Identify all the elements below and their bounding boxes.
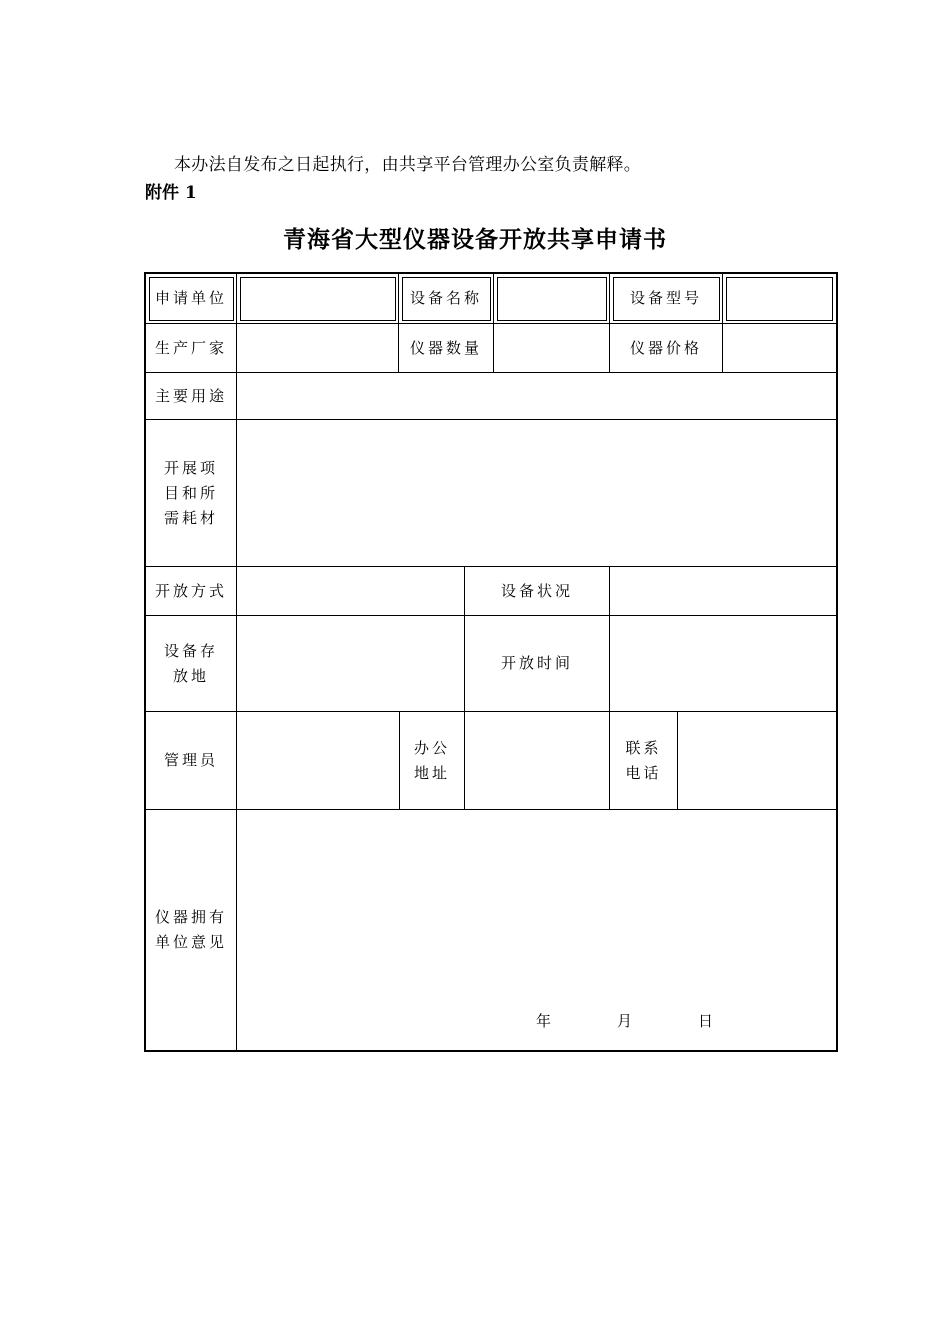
label-owner-opinion: 仪器拥有 单位意见 [146, 810, 237, 1050]
attachment-label: 附件 1 [145, 183, 197, 203]
date-month-label: 月 [617, 1012, 636, 1030]
application-form-table [144, 272, 838, 1052]
label-storage-location: 设备存 放地 [146, 616, 237, 712]
label-open-time: 开放时间 [465, 616, 610, 712]
label-open-mode: 开放方式 [146, 567, 237, 616]
field-manufacturer[interactable] [237, 324, 399, 373]
field-equipment-status[interactable] [610, 567, 836, 616]
field-administrator[interactable] [237, 712, 400, 810]
label-equipment-model: 设备型号 [610, 274, 723, 324]
closing-paragraph: 本办法自发布之日起执行，由共享平台管理办公室负责解释。 [174, 155, 642, 175]
label-projects-consumables: 开展项 目和所 需耗材 [146, 420, 237, 567]
label-main-use: 主要用途 [146, 373, 237, 420]
field-projects-consumables[interactable] [237, 420, 836, 567]
label-equipment-status: 设备状况 [465, 567, 610, 616]
field-office-address[interactable] [465, 712, 610, 810]
date-year-label: 年 [536, 1012, 555, 1030]
label-price: 仪器价格 [610, 324, 723, 373]
label-contact-phone: 联系 电话 [610, 712, 678, 810]
field-owner-opinion[interactable] [237, 810, 836, 1050]
label-equipment-name: 设备名称 [399, 274, 494, 324]
date-day-label: 日 [698, 1012, 717, 1030]
form-title: 青海省大型仪器设备开放共享申请书 [283, 226, 667, 253]
label-office-address: 办公 地址 [400, 712, 465, 810]
field-applicant-unit[interactable] [237, 274, 399, 324]
field-contact-phone[interactable] [678, 712, 836, 810]
field-open-mode[interactable] [237, 567, 465, 616]
field-quantity[interactable] [494, 324, 610, 373]
label-administrator: 管理员 [146, 712, 237, 810]
label-manufacturer: 生产厂家 [146, 324, 237, 373]
field-equipment-model[interactable] [723, 274, 836, 324]
field-storage-location[interactable] [237, 616, 465, 712]
field-open-time[interactable] [610, 616, 836, 712]
label-quantity: 仪器数量 [399, 324, 494, 373]
label-applicant-unit: 申请单位 [146, 274, 237, 324]
field-equipment-name[interactable] [494, 274, 610, 324]
field-main-use[interactable] [237, 373, 836, 420]
field-price[interactable] [723, 324, 836, 373]
